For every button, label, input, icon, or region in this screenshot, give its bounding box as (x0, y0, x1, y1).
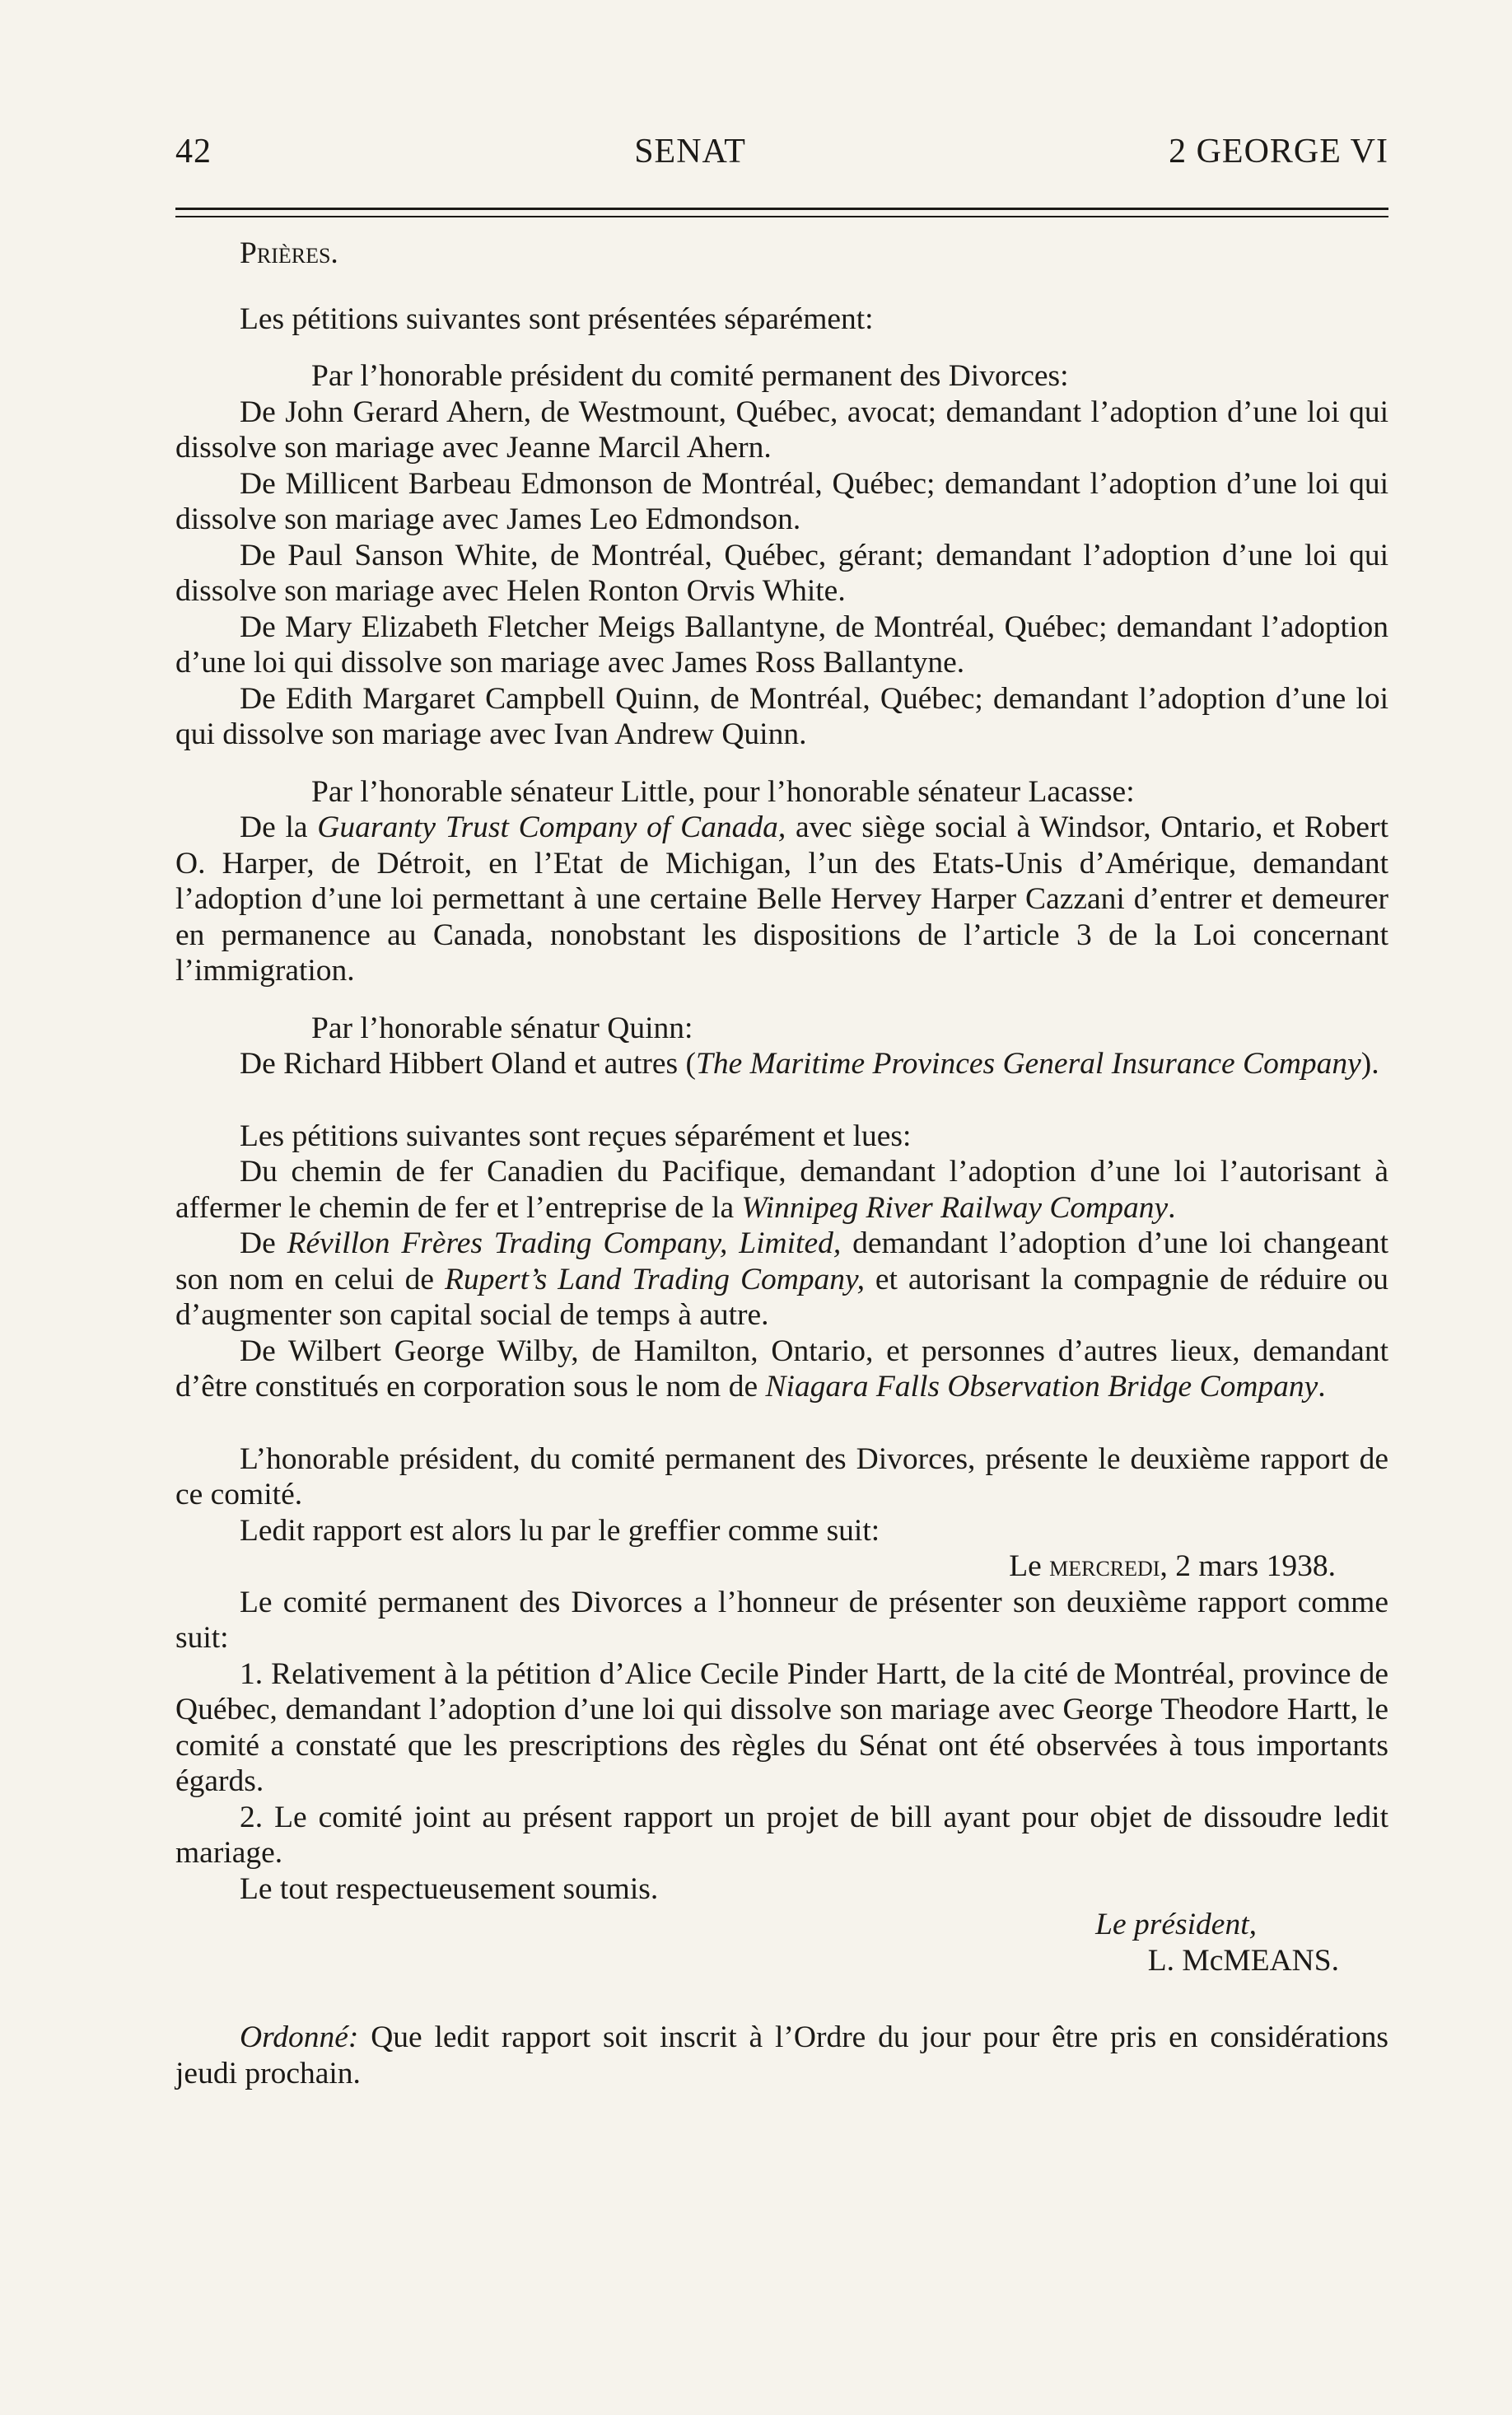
petitions-received-intro: Les pétitions suivantes sont reçues séparément et lues: (240, 1119, 912, 1153)
report-date: Le mercredi, 2 mars 1938. (1009, 1549, 1336, 1583)
petition-item-oland: De Richard Hibbert Oland et autres (The Maritime Provinces General Insurance Company). (240, 1047, 1379, 1081)
order-label: Ordonné: (240, 2020, 359, 2054)
report-closing: Le tout respectueusement soumis. (240, 1871, 659, 1906)
received-item-wilby: De Wilbert George Wilby, de Hamilton, Ontario, et personnes d’autres lieux, demandant d’être constitués en corporation sous le nom de Niagara Falls Observation Bridge Company. (175, 1334, 1388, 1404)
group3-lead: Par l’honorable sénatur Quinn: (311, 1011, 693, 1045)
signature-title: Le président, (1095, 1908, 1257, 1941)
page-header (175, 132, 1388, 178)
report-point-2: 2. Le comité joint au présent rapport un projet de bill ayant pour objet de dissoudre ledit mariage. (175, 1800, 1388, 1870)
received-item-revillon: De Révillon Frères Trading Company, Limited, demandant l’adoption d’une loi changeant son nom en celui de Rupert’s Land Trading Company, et autorisant la compagnie de réduire ou d’augmenter son capital social de temps à autre. (175, 1226, 1389, 1332)
order-paragraph: Ordonné: Que ledit rapport soit inscrit à l’Ordre du jour pour être pris en considérations jeudi prochain. (175, 2020, 1388, 2090)
report-point-1: 1. Relativement à la pétition d’Alice Cecile Pinder Hartt, de la cité de Montréal, province de Québec, demandant l’adoption d’une loi qui dissolve son mariage avec George Theodore Hartt, le comité a constaté que les prescriptions des règles du Sénat ont été observées à tous importants égards. (175, 1656, 1388, 1798)
report-opening: Le comité permanent des Divorces a l’honneur de présenter son deuxième rapport comme suit: (175, 1585, 1388, 1655)
petition-item: De Millicent Barbeau Edmonson de Montréal, Québec; demandant l’adoption d’une loi qui dissolve son mariage avec James Leo Edmondson. (175, 466, 1388, 536)
petition-item: De John Gerard Ahern, de Westmount, Québec, avocat; demandant l’adoption d’une loi qui dissolve son mariage avec Jeanne Marcil Ahern. (175, 395, 1388, 465)
document-body (175, 236, 1388, 2091)
header-double-rule (175, 208, 1388, 217)
petition-item: De Paul Sanson White, de Montréal, Québec, gérant; demandant l’adoption d’une loi qui dissolve son mariage avec Helen Ronton Orvis White. (175, 538, 1388, 608)
report-read-line: Ledit rapport est alors lu par le greffier comme suit: (240, 1513, 880, 1548)
session-label: 2 GEORGE VI (1169, 133, 1388, 170)
received-item-cpr: Du chemin de fer Canadien du Pacifique, demandant l’adoption d’une loi l’autorisant à affermer le chemin de fer et l’entreprise de la Winnipeg River Railway Company. (175, 1155, 1388, 1225)
petition-item-guaranty: De la Guaranty Trust Company of Canada, avec siège social à Windsor, Ontario, et Robert O. Harper, de Détroit, en l’Etat de Michigan, l’un des Etats-Unis d’Amérique, demandant l’adoption d’une loi permettant à une certaine Belle Hervey Harper Cazzani d’entrer et demeurer en permanence au Canada, nonobstant les dispositions de l’article 3 de la Loi concernant l’immigration. (175, 810, 1388, 988)
group2-lead: Par l’honorable sénateur Little, pour l’honorable sénateur Lacasse: (311, 774, 1135, 809)
page-number: 42 (175, 133, 212, 170)
running-title: SENAT (634, 133, 746, 170)
petition-item: De Mary Elizabeth Fletcher Meigs Ballantyne, de Montréal, Québec; demandant l’adoption d’une loi qui dissolve son mariage avec James Ross Ballantyne. (175, 610, 1388, 680)
section-title: Prières. (240, 236, 338, 270)
petition-item: De Edith Margaret Campbell Quinn, de Montréal, Québec; demandant l’adoption d’une loi qui dissolve son mariage avec Ivan Andrew Quinn. (175, 681, 1388, 751)
signature-name: L. McMEANS. (1147, 1943, 1339, 1978)
group1-lead: Par l’honorable président du comité permanent des Divorces: (311, 359, 1069, 393)
petitions-presented-intro: Les pétitions suivantes sont présentées séparément: (240, 301, 874, 336)
report-intro: L’honorable président, du comité permanent des Divorces, présente le deuxième rapport de ce comité. (175, 1441, 1388, 1511)
